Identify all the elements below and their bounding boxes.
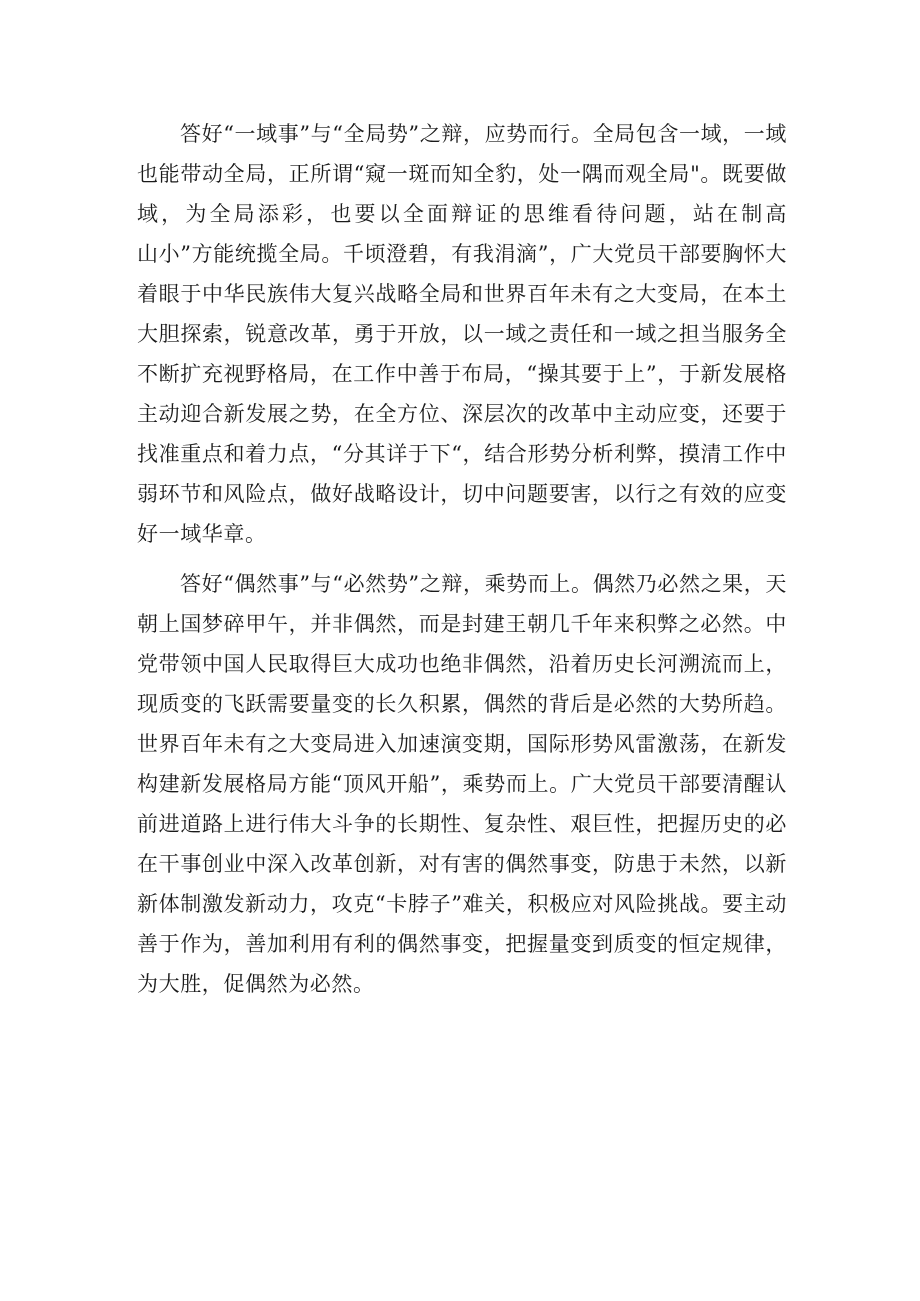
- paragraph-line: 山小”方能统揽全局。千顷澄碧，有我涓滴”，广大党员干部要胸怀大: [137, 242, 787, 266]
- paragraph-line: 答好“一域事”与“全局势”之辩，应势而行。全局包含一域，一域: [180, 122, 787, 146]
- paragraph-line: 找准重点和着力点，“分其详于下“，结合形势分析利弊，摸清工作中: [137, 442, 787, 466]
- paragraph-line: 不断扩充视野格局，在工作中善于布局，“操其要于上”，于新发展格: [137, 362, 787, 386]
- paragraph-line: 主动迎合新发展之势，在全方位、深层次的改革中主动应变，还要于: [137, 402, 787, 426]
- paragraph-line: 善于作为，善加利用有利的偶然事变，把握量变到质变的恒定规律，: [137, 932, 787, 956]
- paragraph-line: 着眼于中华民族伟大复兴战略全局和世界百年未有之大变局，在本土: [137, 282, 787, 306]
- paragraph-line: 构建新发展格局方能“顶风开船”，乘势而上。广大党员干部要清醒认: [137, 772, 787, 796]
- paragraph-line: 新体制激发新动力，攻克“卡脖子”难关，积极应对风险挑战。要主动: [137, 892, 787, 916]
- paragraph-line: 答好“偶然事”与“必然势”之辩，乘势而上。偶然乃必然之果，天: [180, 572, 787, 596]
- paragraph-line: 前进道路上进行伟大斗争的长期性、复杂性、艰巨性，把握历史的必: [137, 812, 787, 836]
- paragraph-line: 现质变的飞跃需要量变的长久积累，偶然的背后是必然的大势所趋。: [137, 692, 787, 716]
- paragraph-line: 域，为全局添彩，也要以全面辩证的思维看待问题，站在制高: [137, 202, 787, 226]
- paragraph-line: 好一域华章。: [137, 522, 267, 546]
- paragraph-line: 也能带动全局，正所谓“窥一斑而知全豹，处一隅而观全局"。既要做: [137, 162, 787, 186]
- paragraph-line: 为大胜，促偶然为必然。: [137, 972, 375, 996]
- paragraph-line: 弱环节和风险点，做好战略设计，切中问题要害，以行之有效的应变: [137, 482, 787, 506]
- paragraph-line: 在干事创业中深入改革创新，对有害的偶然事变，防患于未然，以新: [137, 852, 787, 876]
- paragraph-line: 大胆探索，锐意改革，勇于开放，以一域之责任和一域之担当服务全: [137, 322, 787, 346]
- paragraph-line: 朝上国梦碎甲午，并非偶然，而是封建王朝几千年来积弊之必然。中: [137, 612, 787, 636]
- paragraph-line: 世界百年未有之大变局进入加速演变期，国际形势风雷激荡，在新发: [137, 732, 787, 756]
- paragraph-line: 党带领中国人民取得巨大成功也绝非偶然，沿着历史长河溯流而上，: [137, 652, 787, 676]
